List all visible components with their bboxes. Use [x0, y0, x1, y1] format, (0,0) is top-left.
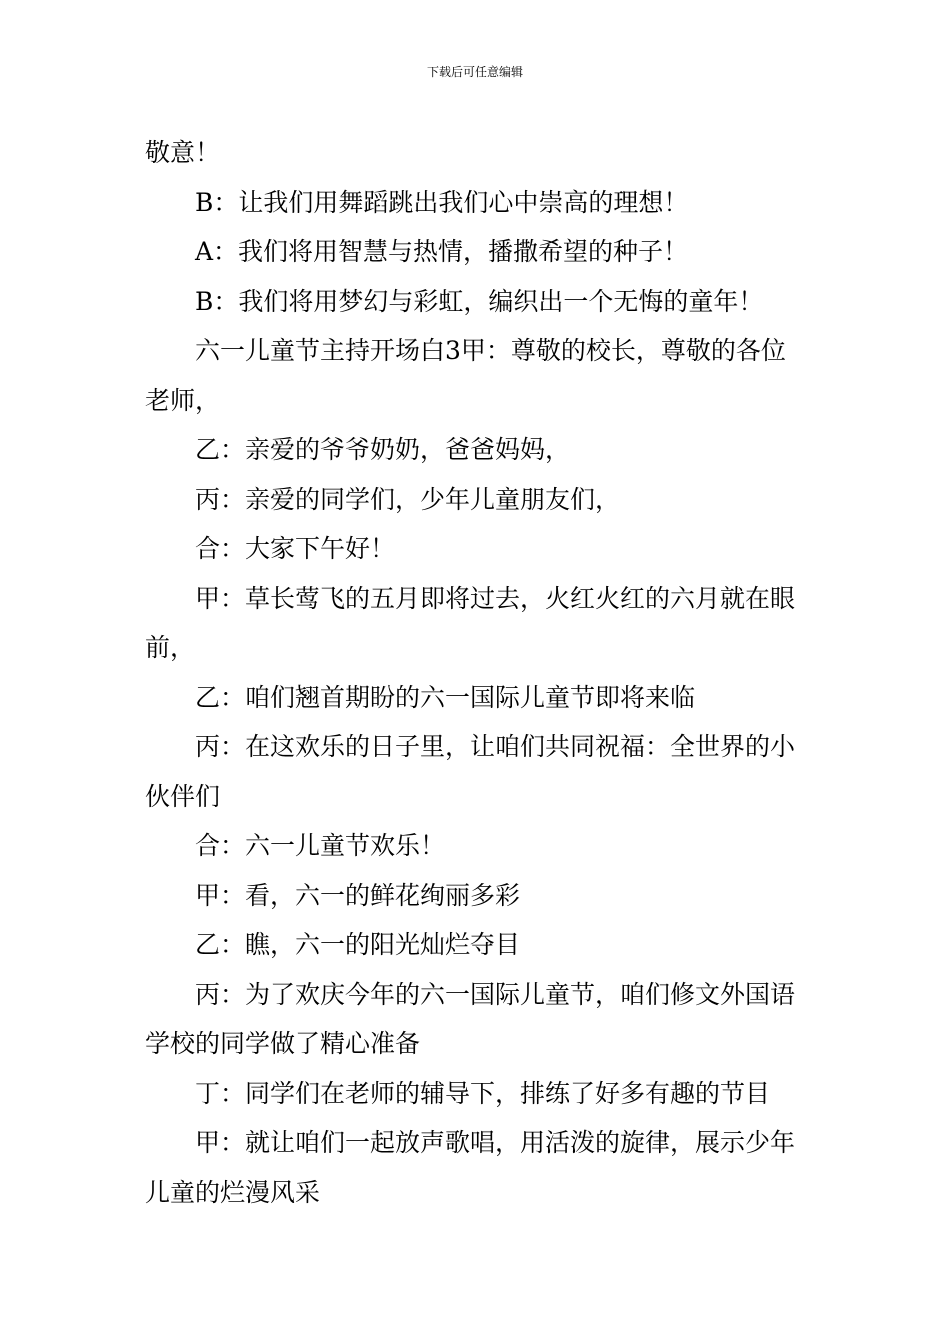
paragraph: 丙：亲爱的同学们，少年儿童朋友们，: [195, 484, 621, 514]
paragraph: 乙：亲爱的爷爷奶奶，爸爸妈妈，: [195, 435, 571, 464]
paragraph: 甲：看，六一的鲜花绚丽多彩: [195, 880, 521, 910]
paragraph: 乙：瞧，六一的阳光灿烂夺目: [195, 930, 521, 959]
paragraph: 乙：咱们翘首期盼的六一国际儿童节即将来临: [195, 682, 696, 712]
paragraph: 丙：为了欢庆今年的六一国际儿童节，咱们修文外国语学校的同学做了精心准备: [145, 979, 796, 1058]
paragraph: B：让我们用舞蹈跳出我们心中崇高的理想！: [195, 187, 689, 217]
paragraph: 合：大家下午好！: [195, 534, 396, 563]
paragraph: 六一儿童节主持开场白3甲：尊敬的校长，尊敬的各位老师，: [145, 336, 786, 415]
page-header: 下载后可任意编辑: [426, 65, 523, 79]
paragraph: A：我们将用智慧与热情，播撒希望的种子！: [195, 237, 689, 266]
document-body: [145, 128, 810, 1217]
paragraph: 丙：在这欢乐的日子里，让咱们共同祝福：全世界的小伙伴们: [145, 732, 796, 811]
paragraph: 甲：就让咱们一起放声歌唱，用活泼的旋律，展示少年儿童的烂漫风采: [145, 1128, 796, 1207]
paragraph: 合：六一儿童节欢乐！: [195, 831, 446, 860]
paragraph: 敬意！: [145, 138, 221, 167]
paragraph: 甲：草长莺飞的五月即将过去，火红火红的六月就在眼前，: [145, 583, 796, 662]
paragraph: 丁：同学们在老师的辅导下，排练了好多有趣的节目: [195, 1078, 771, 1108]
paragraph: B：我们将用梦幻与彩虹，编织出一个无悔的童年！: [195, 286, 764, 316]
